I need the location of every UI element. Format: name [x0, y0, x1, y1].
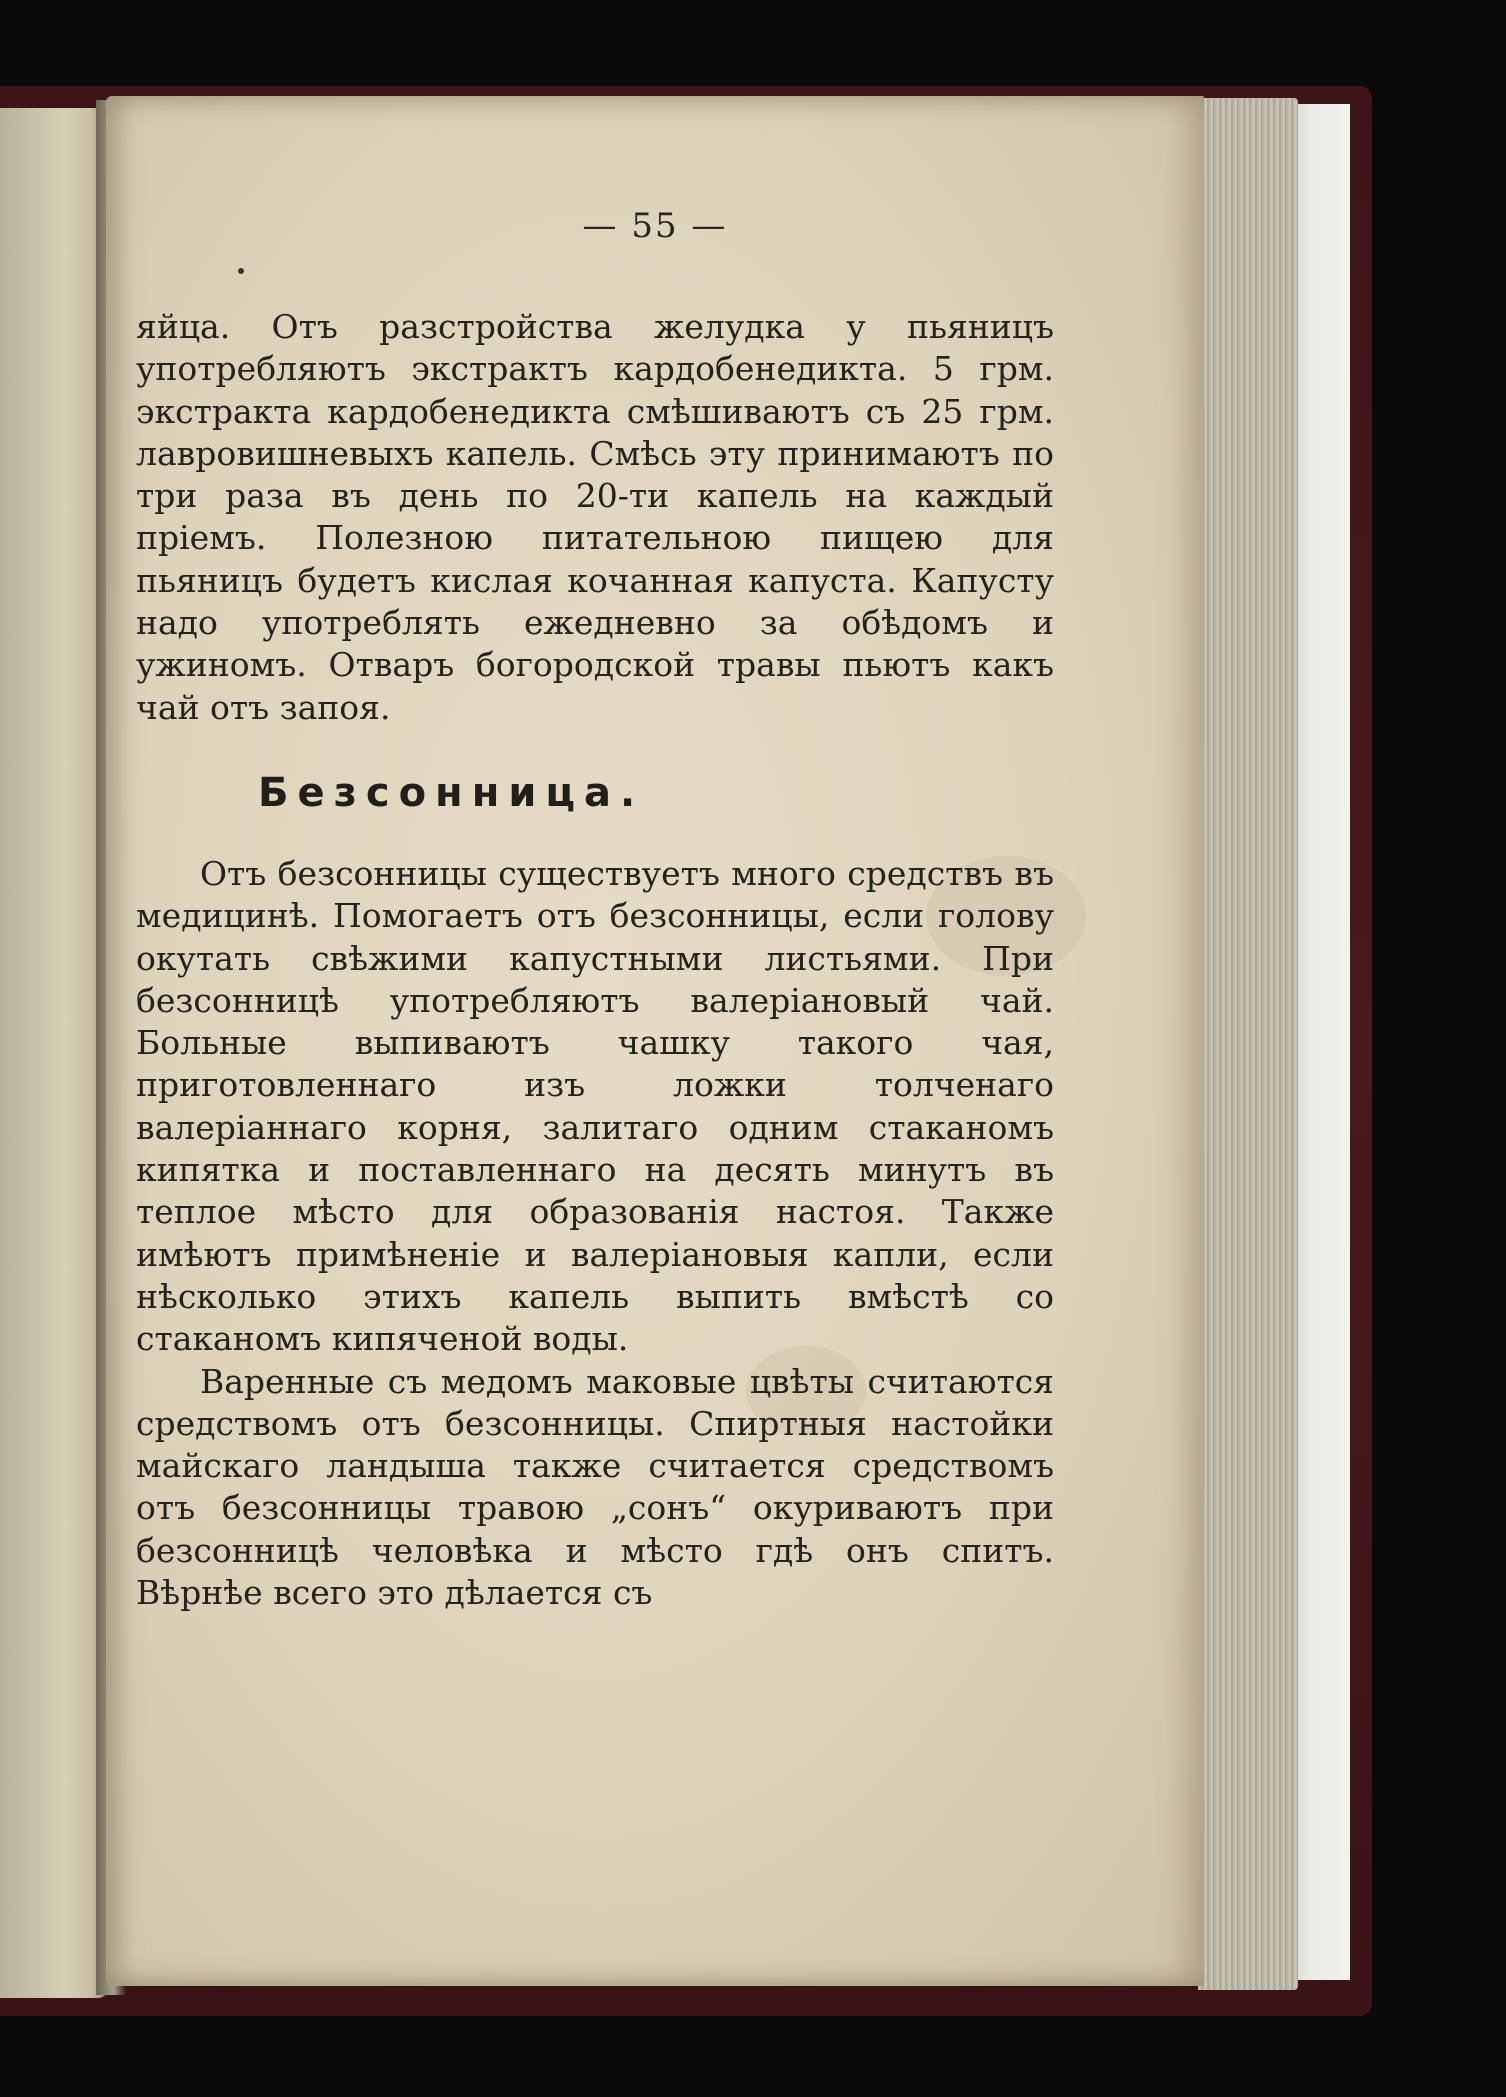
book-page: [106, 96, 1204, 1986]
page-block-edges: [1198, 98, 1298, 1990]
ink-speck: [238, 268, 244, 274]
paragraph: Варенные съ медомъ маковые цвѣты считаются средствомъ отъ безсонницы. Спиртныя настойки майскаго ландыша также считается средствомъ отъ безсонницы травою „сонъ“ окуриваютъ при безсонницѣ человѣка и мѣсто гдѣ онъ спитъ. Вѣрнѣе всего это дѣлается съ: [136, 1361, 1054, 1613]
paragraph: Отъ безсонницы существуетъ много средствъ въ медицинѣ. Помогаетъ отъ безсонницы, если голову окутать свѣжими капустными листьями. При безсонницѣ употребляютъ валеріановый чай. Больные выпиваютъ чашку такого чая, приготовленнаго изъ ложки толченаго валеріаннаго корня, залитаго одним стаканомъ кипятка и поставленнаго на десять минутъ въ теплое мѣсто для образованія настоя. Также имѣютъ примѣненіе и валеріановыя капли, если нѣсколько этихъ капель выпить вмѣстѣ со стаканомъ кипяченой воды.: [136, 853, 1054, 1359]
page-number-header: — 55 —: [582, 206, 728, 246]
section-heading: Безсонница.: [258, 769, 645, 816]
page-text: [136, 306, 1054, 1614]
left-page: [0, 108, 108, 1998]
paragraph-continued: яйца. Отъ разстройства желудка у пьяницъ употребляютъ экстрактъ кардобенедикта. 5 грм. экстракта кардобенедикта смѣшиваютъ съ 25 грм. лавровишневыхъ капель. Смѣсь эту принимаютъ по три раза въ день по 20-ти капель на каждый пріемъ. Полезною питательною пищею для пьяницъ будетъ кислая кочанная капуста. Капусту надо употреблять ежедневно за обѣдомъ и ужиномъ. Отваръ богородской травы пьютъ какъ чай отъ запоя.: [136, 307, 1054, 727]
